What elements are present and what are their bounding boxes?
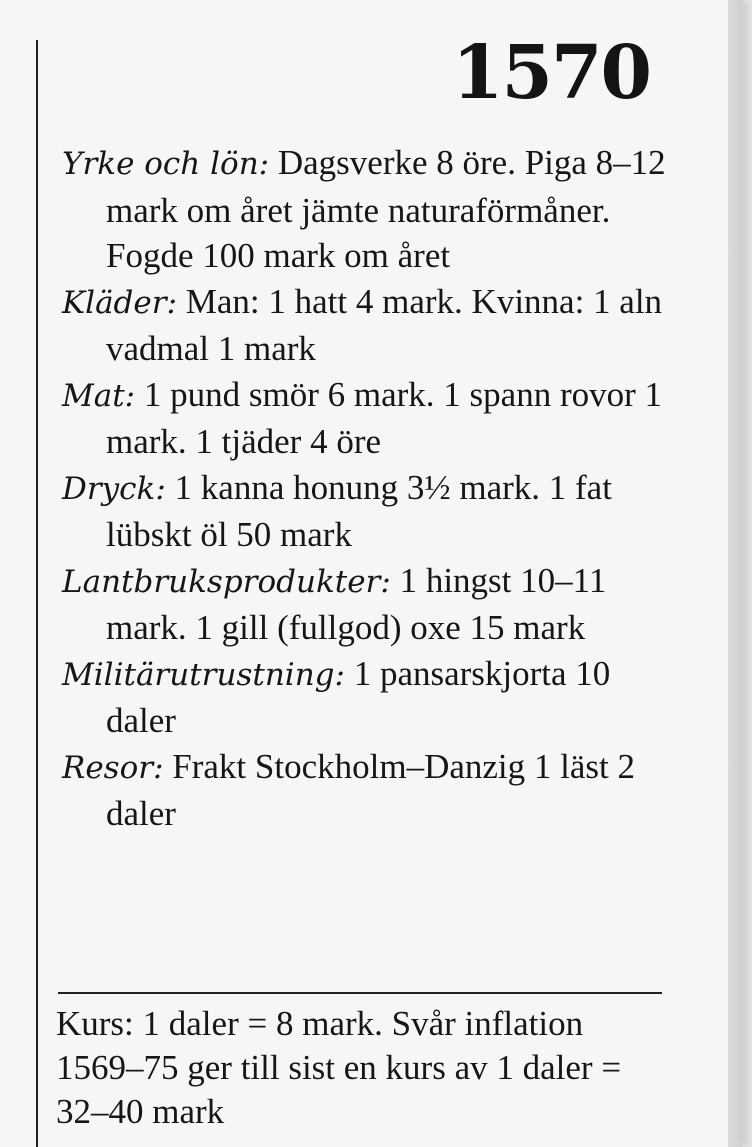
page-edge-shadow (728, 0, 742, 1147)
price-entries (62, 140, 672, 837)
entry-text: Dagsverke 8 öre. Piga 8–12 mark om året jämte naturaförmåner. Fogde 100 mark om året (106, 143, 666, 275)
entry-resor (62, 744, 672, 837)
entry-label: Kläder: (62, 284, 178, 321)
entry-text: 1 pansarskjorta 10 daler (106, 653, 611, 740)
entry-text: 1 pund smör 6 mark. 1 spann rovor 1 mark. 1 tjäder 4 öre (106, 374, 663, 461)
year-heading: 1570 (452, 30, 650, 116)
entry-text: 1 hingst 10–11 mark. 1 gill (fullgod) oxe 15 mark (106, 560, 607, 647)
entry-label: Militärutrustning: (62, 656, 345, 693)
left-vertical-rule (36, 40, 38, 1147)
entry-label: Lantbruksprodukter: (62, 563, 391, 600)
entry-label: Dryck: (62, 470, 166, 507)
entry-yrke-och-lon (62, 140, 672, 279)
entry-klader (62, 279, 672, 372)
entry-label: Mat: (62, 377, 136, 414)
entry-text: 1 kanna honung 3½ mark. 1 fat lübskt öl 50 mark (106, 467, 612, 554)
entry-lantbruksprodukter (62, 558, 672, 651)
footer-divider (58, 992, 662, 994)
entry-dryck (62, 465, 672, 558)
entry-mat (62, 372, 672, 465)
exchange-rate-note: Kurs: 1 daler = 8 mark. Svår inflation 1569–75 ger till sist en kurs av 1 daler = 32–40 mark (56, 1004, 622, 1131)
entry-text: Man: 1 hatt 4 mark. Kvinna: 1 aln vadmal 1 mark (106, 281, 663, 368)
entry-text: Frakt Stockholm–Danzig 1 läst 2 daler (106, 746, 636, 833)
entry-militarutrustning (62, 651, 672, 744)
entry-label: Yrke och lön: (62, 146, 270, 182)
entry-label: Resor: (62, 749, 164, 786)
